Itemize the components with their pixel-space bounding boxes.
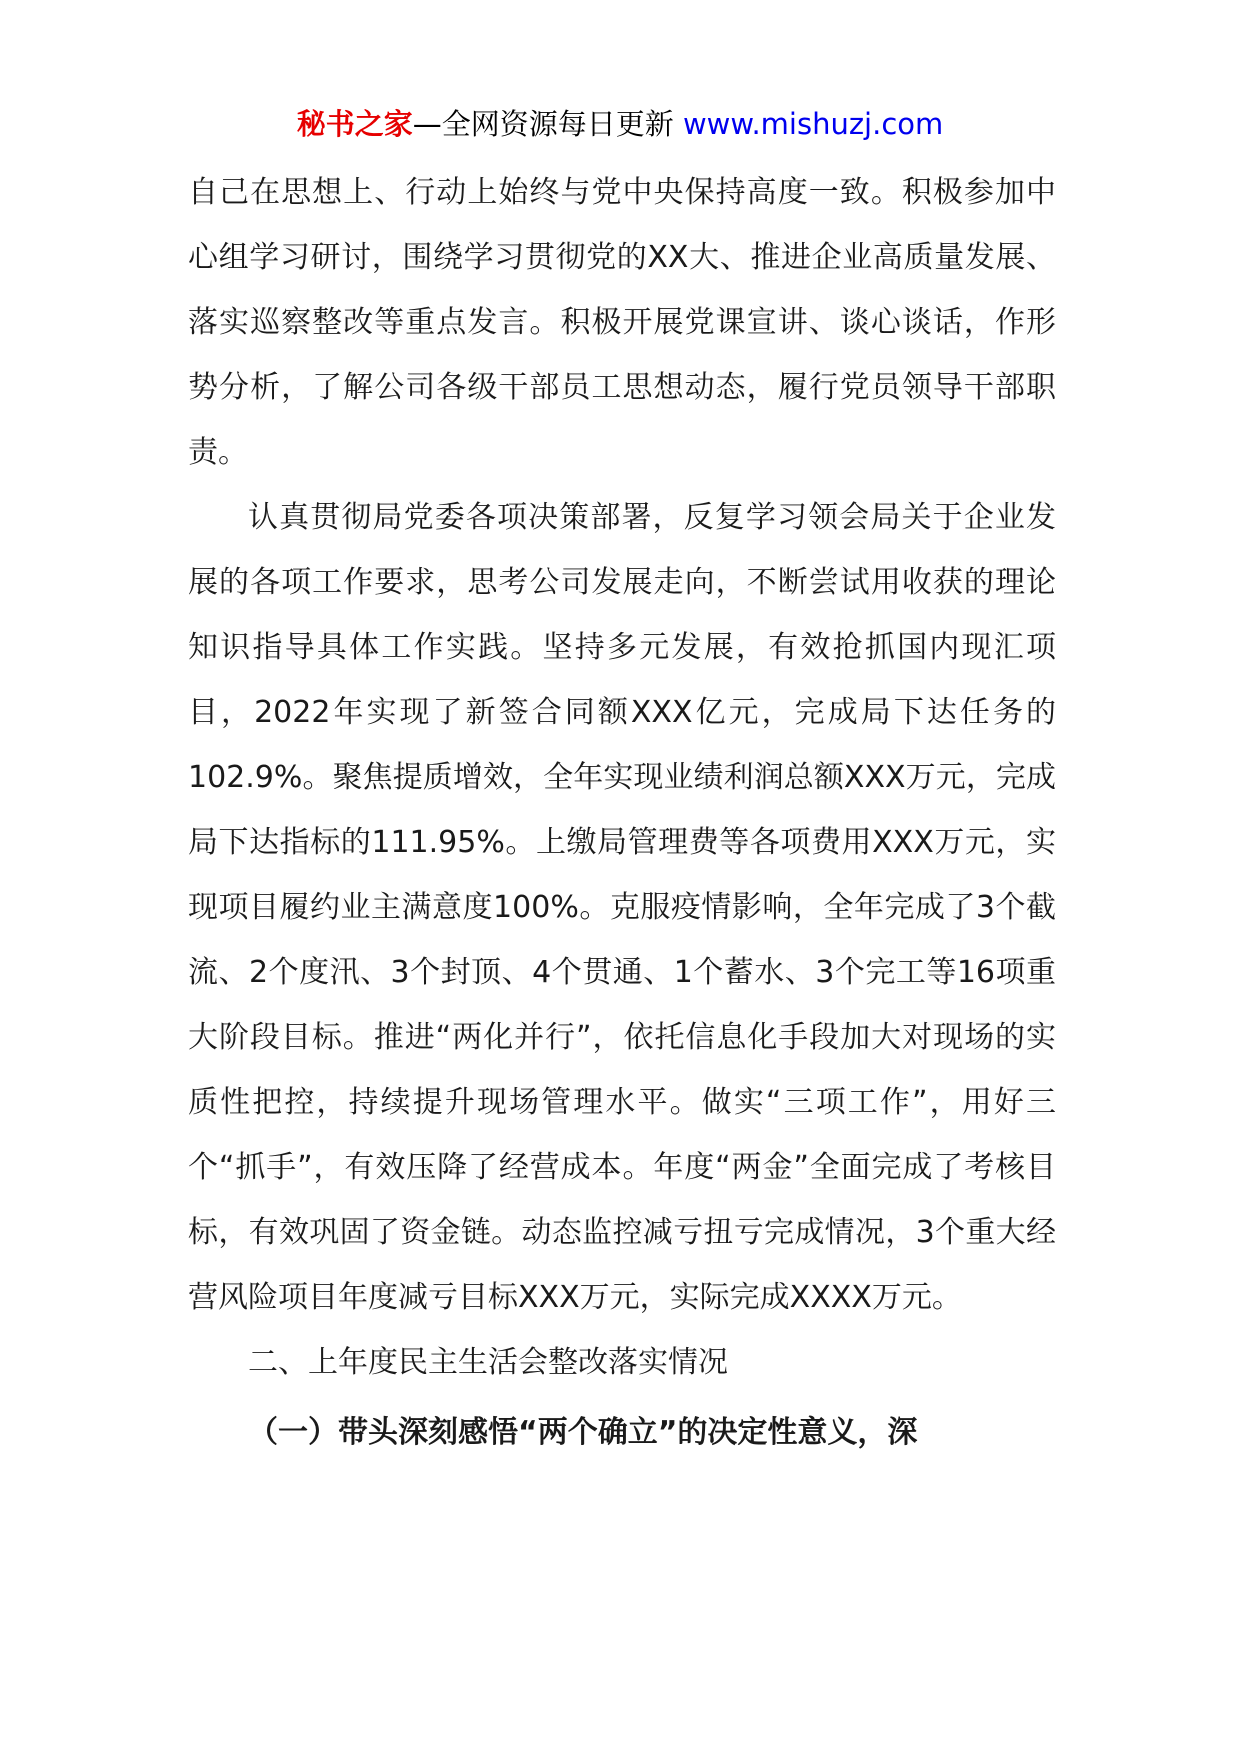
site-watermark-header: [0, 102, 1240, 146]
paragraph-work-achievements: 认真贯彻局党委各项决策部署，反复学习领会局关于企业发展的各项工作要求，思考公司发展走向，不断尝试用收获的理论知识指导具体工作实践。坚持多元发展，有效抢抓国内现汇项目，2022年实现了新签合同额XXX亿元，完成局下达任务的102.9%。聚焦提质增效，全年实现业绩利润总额XXX万元，完成局下达指标的111.95%。上缴局管理费等各项费用XXX万元，实现项目履约业主满意度100%。克服疫情影响，全年完成了3个截流、2个度汛、3个封顶、4个贯通、1个蓄水、3个完工等16项重大阶段目标。推进“两化并行”，依托信息化手段加大对现场的实质性把控，持续提升现场管理水平。做实“三项工作”，用好三个“抓手”，有效压降了经营成本。年度“两金”全面完成了考核目标，有效巩固了资金链。动态监控减亏扭亏完成情况，3个重大经营风险项目年度减亏目标XXX万元，实际完成XXXX万元。: [188, 500, 1056, 1315]
document-body: [188, 160, 1056, 1465]
brand-name: 秘书之家: [296, 107, 413, 141]
site-url: www.mishuzj.com: [682, 107, 944, 141]
brand-slogan: —全网资源每日更新: [412, 107, 674, 141]
section-heading-rectification: 二、上年度民主生活会整改落实情况: [248, 1345, 728, 1380]
paragraph-continued: 自己在思想上、行动上始终与党中央保持高度一致。积极参加中心组学习研讨，围绕学习贯彻党的XX大、推进企业高质量发展、落实巡察整改等重点发言。积极开展党课宣讲、谈心谈话，作形势分析，了解公司各级干部员工思想动态，履行党员领导干部职责。: [188, 175, 1056, 470]
subsection-heading-1: （一）带头深刻感悟“两个确立”的决定性意义，深: [248, 1415, 918, 1450]
